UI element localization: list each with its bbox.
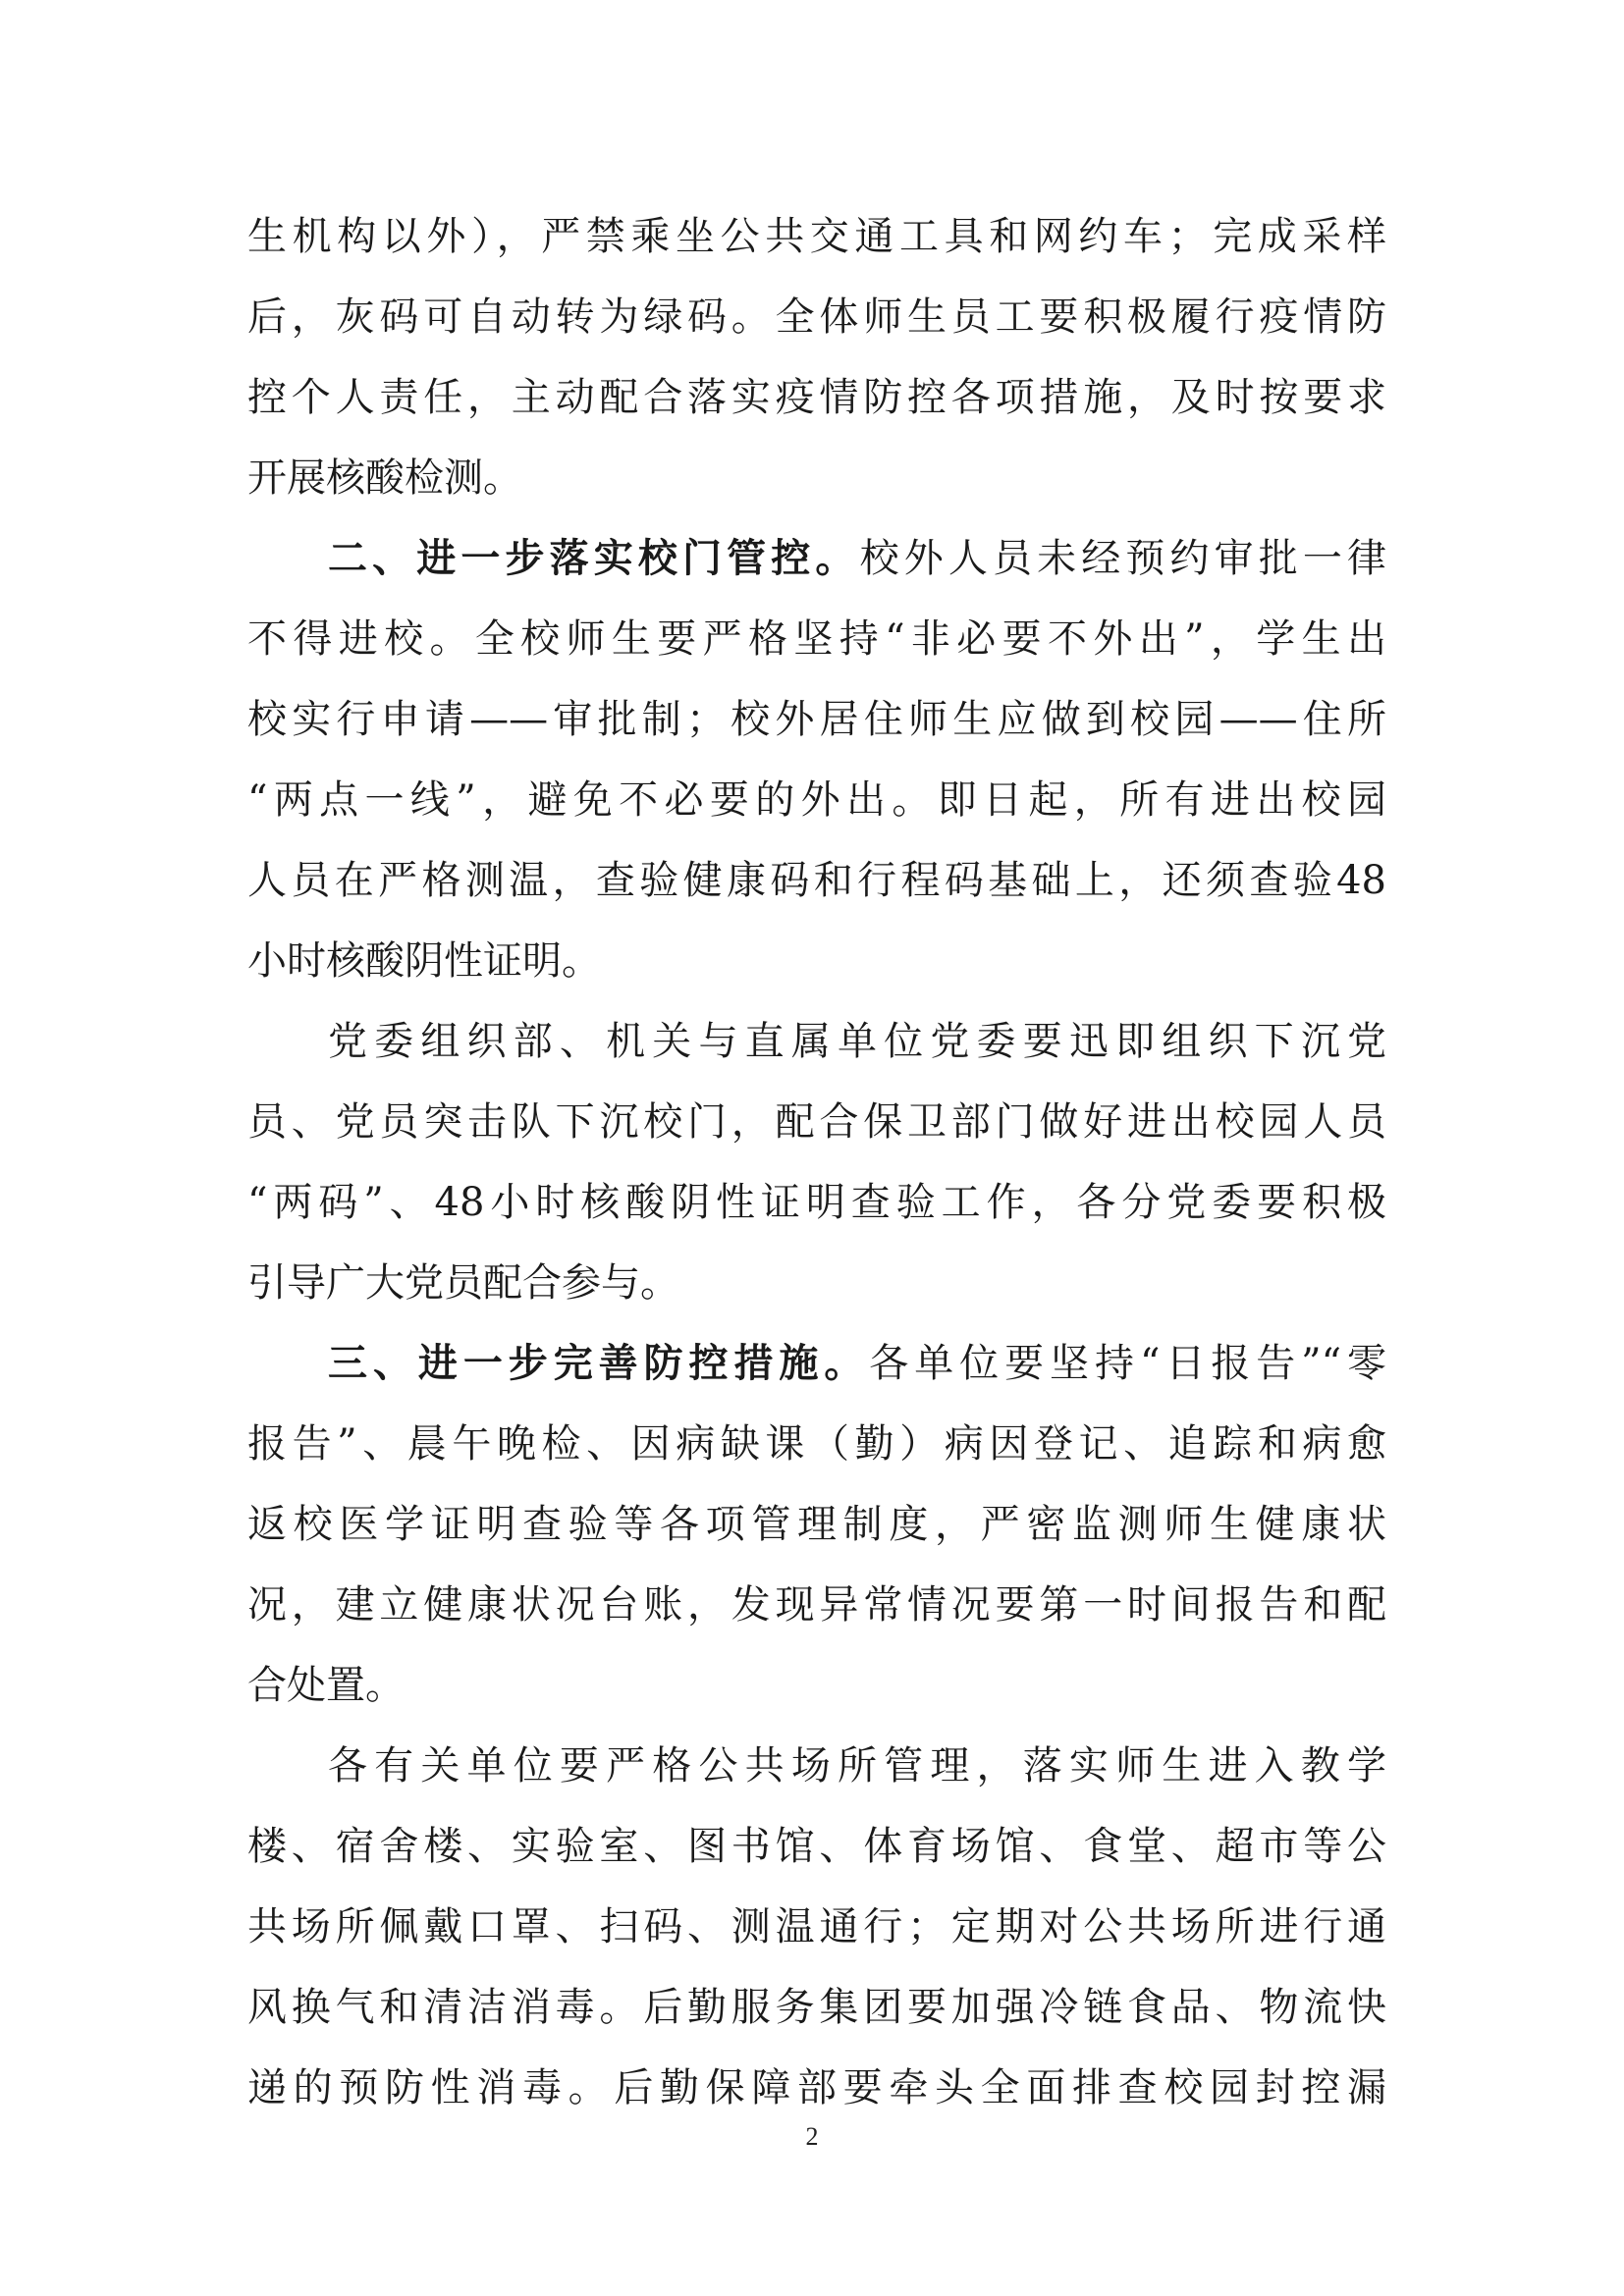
text-line: 风换气和清洁消毒。后勤服务集团要加强冷链食品、物流快: [247, 1985, 1386, 2030]
text-line: 人员在严格测温，查验健康码和行程码基础上，还须查验48: [247, 858, 1386, 903]
text-line: [247, 1323, 1386, 1404]
text-line: 报告”、晨午晚检、因病缺课（勤）病因登记、追踪和病愈: [247, 1421, 1386, 1467]
text-line: 生机构以外），严禁乘坐公共交通工具和网约车；完成采样: [247, 214, 1386, 259]
text-line: 小时核酸阴性证明。: [247, 938, 601, 984]
paragraph-2: [247, 518, 1386, 1001]
text-line: “两码”、48小时核酸阴性证明查验工作，各分党委要积极: [247, 1180, 1386, 1225]
text-line: 控个人责任，主动配合落实疫情防控各项措施，及时按要求: [247, 375, 1386, 420]
text-run: 各单位要坚持“日报告”“零: [869, 1341, 1386, 1386]
text-line: 递的预防性消毒。后勤保障部要牵头全面排查校园封控漏: [247, 2065, 1386, 2110]
text-line: 各有关单位要严格公共场所管理，落实师生进入教学: [328, 1743, 1386, 1789]
text-line: 员、党员突击队下沉校门，配合保卫部门做好进出校园人员: [247, 1099, 1386, 1145]
text-line: “两点一线”，避免不必要的外出。即日起，所有进出校园: [247, 777, 1386, 823]
paragraph-3: [247, 1001, 1386, 1323]
paragraph-4: [247, 1323, 1386, 1726]
page-number: 2: [805, 2122, 819, 2151]
text-line: [247, 518, 1386, 599]
text-line: 共场所佩戴口罩、扫码、测温通行；定期对公共场所进行通: [247, 1904, 1386, 1949]
text-line: 返校医学证明查验等各项管理制度，严密监测师生健康状: [247, 1502, 1386, 1547]
text-line: 校实行申请——审批制；校外居住师生应做到校园——住所: [247, 697, 1386, 742]
text-line: 引导广大党员配合参与。: [247, 1260, 679, 1306]
text-line: 不得进校。全校师生要严格坚持“非必要不外出”，学生出: [247, 616, 1386, 662]
paragraph-5: [247, 1726, 1386, 2128]
text-line: 开展核酸检测。: [247, 455, 522, 501]
text-line: 党委组织部、机关与直属单位党委要迅即组织下沉党: [328, 1019, 1386, 1064]
text-line: 况，建立健康状况台账，发现异常情况要第一时间报告和配: [247, 1582, 1386, 1628]
text-run: 校外人员未经预约审批一律: [859, 536, 1386, 581]
paragraph-1: [247, 196, 1386, 518]
text-line: 后，灰码可自动转为绿码。全体师生员工要积极履行疫情防: [247, 294, 1386, 340]
text-line: 合处置。: [247, 1663, 405, 1708]
section-heading-3: 三、进一步完善防控措施。: [328, 1341, 870, 1386]
section-heading-2: 二、进一步落实校门管控。: [328, 536, 860, 581]
text-line: 楼、宿舍楼、实验室、图书馆、体育场馆、食堂、超市等公: [247, 1824, 1386, 1869]
body-text: [247, 196, 1386, 2128]
